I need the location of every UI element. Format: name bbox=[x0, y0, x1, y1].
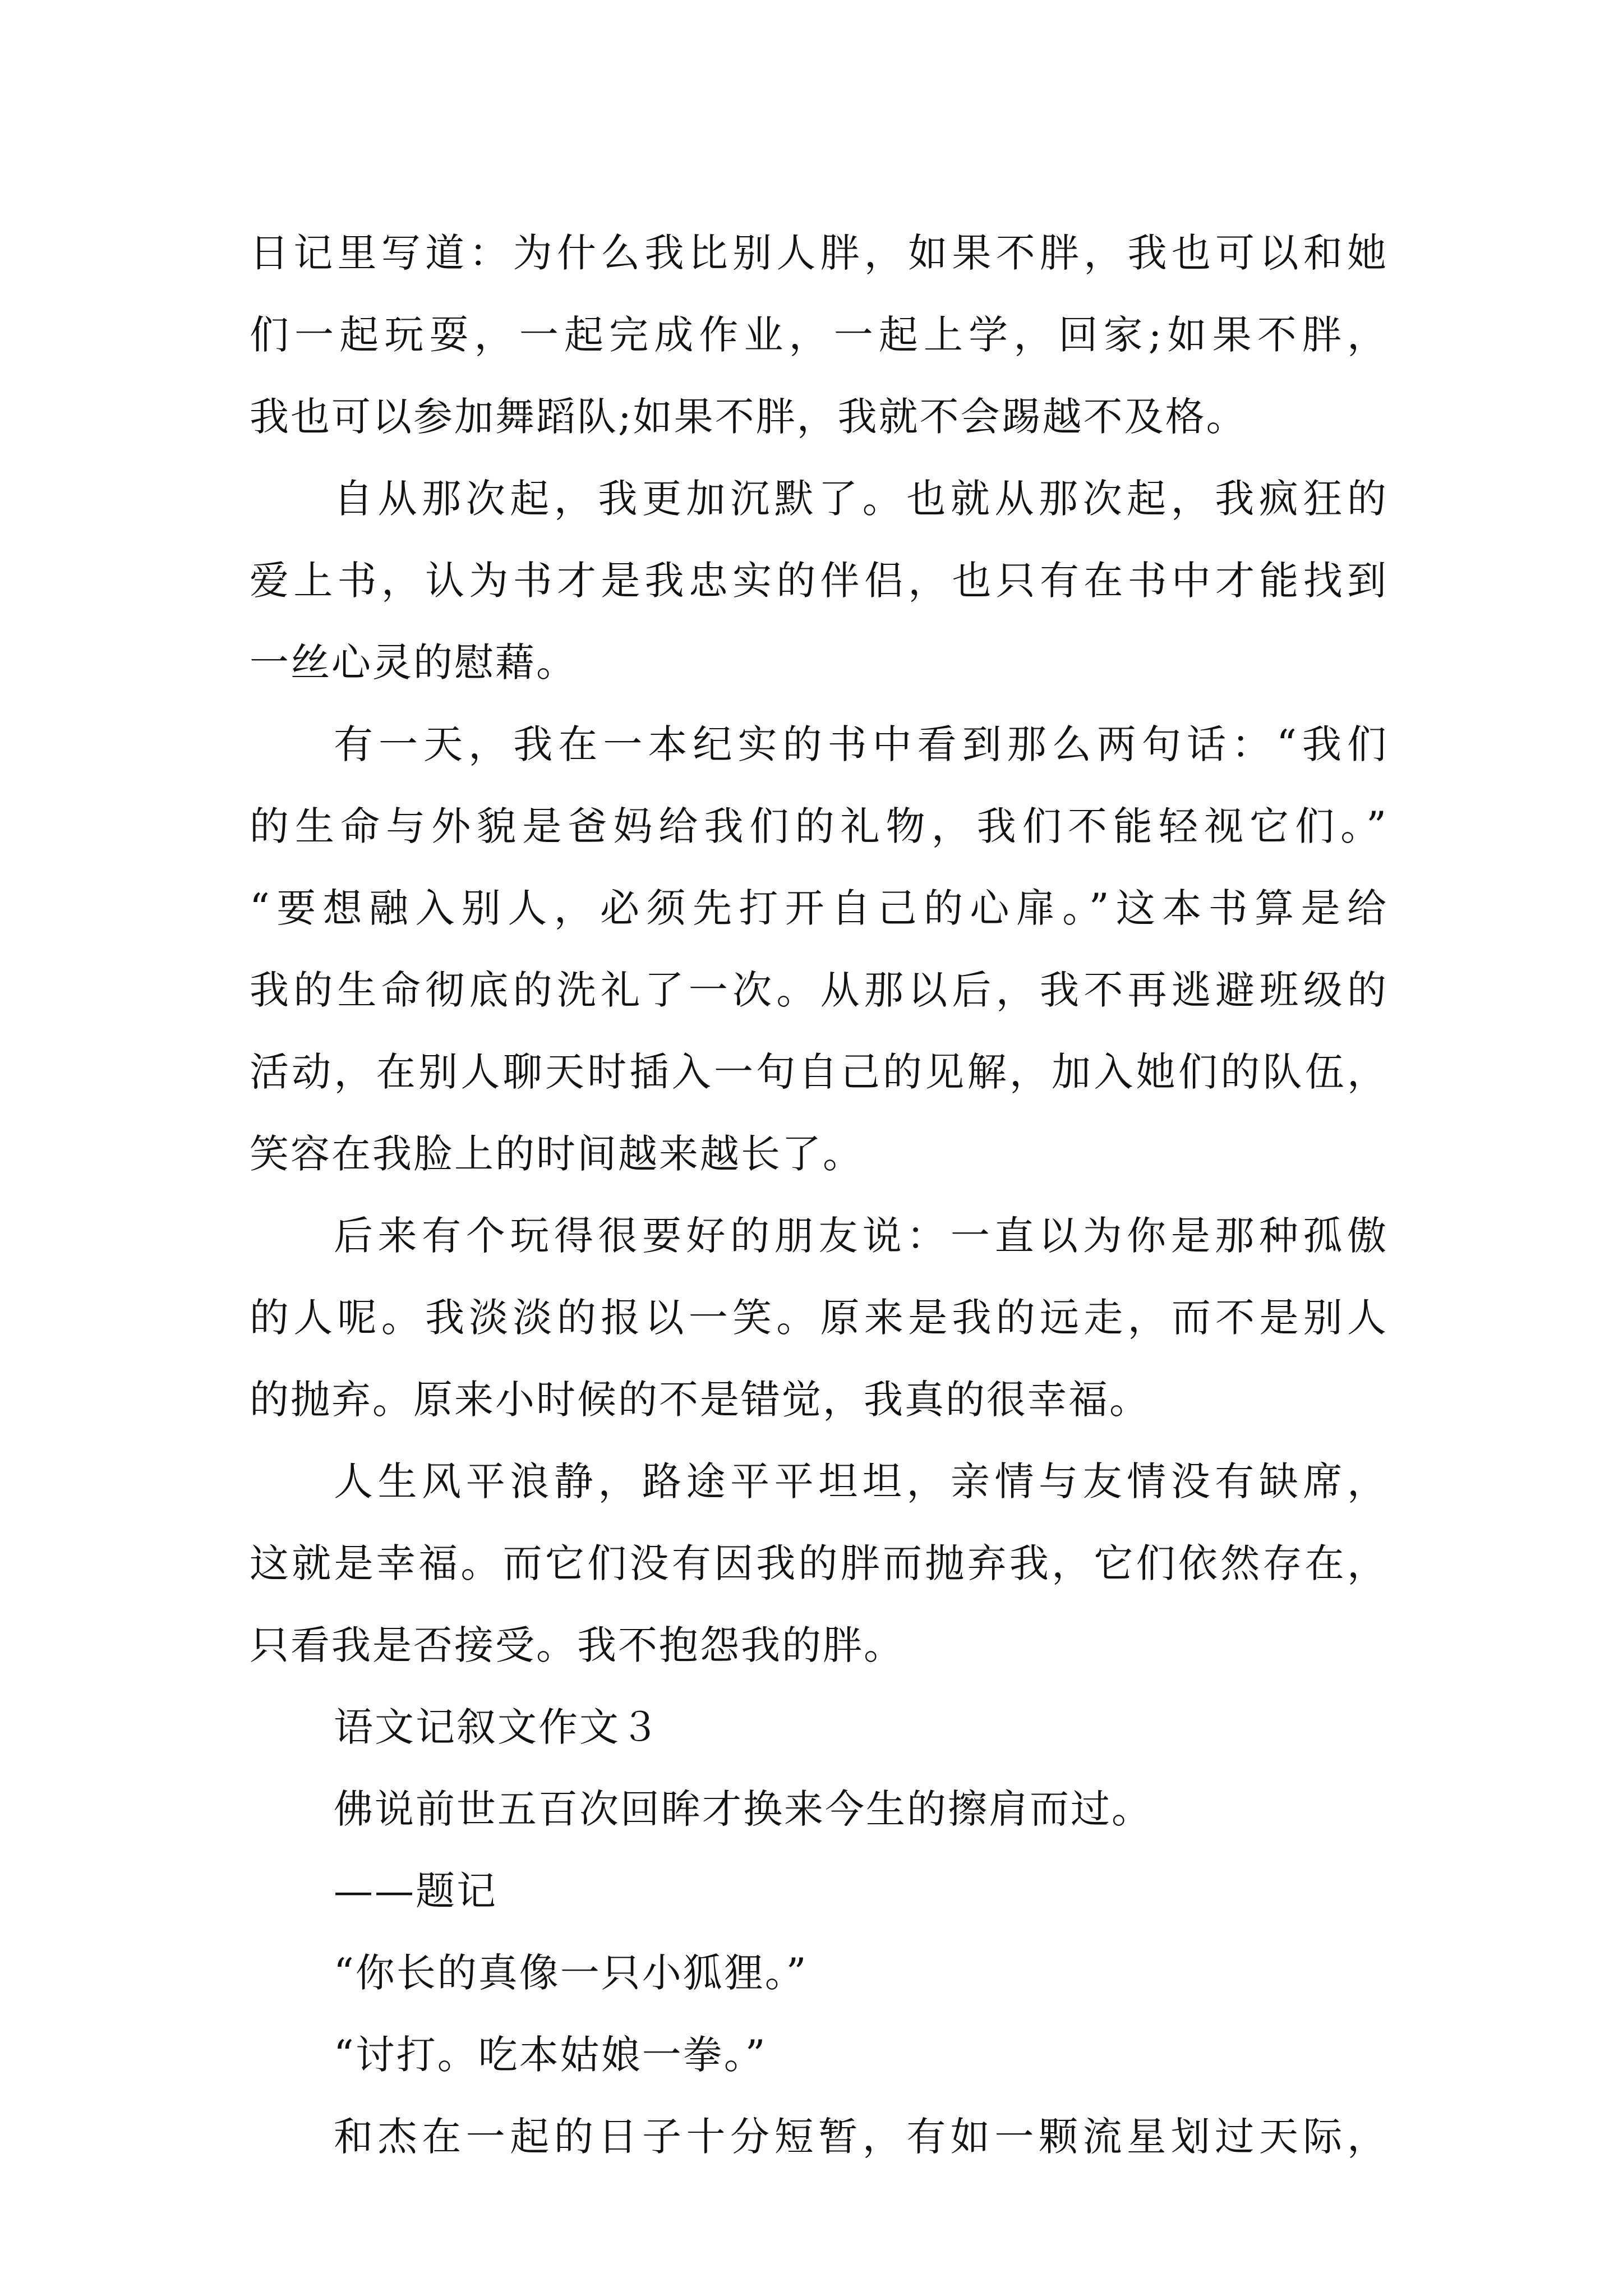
text-line: 爱上书，认为书才是我忠实的伴侣，也只有在书中才能找到 bbox=[250, 558, 1388, 604]
dialogue-line: “讨打。吃本姑娘一拳。” bbox=[334, 2032, 767, 2078]
text-line: 和杰在一起的日子十分短暂，有如一颗流星划过天际， bbox=[334, 2114, 1388, 2160]
epigraph-attribution: ——题记 bbox=[334, 1868, 497, 1914]
text-line: 人生风平浪静，路途平平坦坦，亲情与友情没有缺席， bbox=[334, 1458, 1388, 1504]
text-line: 的生命与外貌是爸妈给我们的礼物，我们不能轻视它们。” bbox=[250, 803, 1388, 849]
text-line: 的人呢。我淡淡的报以一笑。原来是我的远走，而不是别人 bbox=[250, 1295, 1388, 1341]
text-line: “要想融入别人，必须先打开自己的心扉。”这本书算是给 bbox=[250, 885, 1388, 931]
text-line: 们一起玩耍，一起完成作业，一起上学，回家;如果不胖， bbox=[250, 312, 1388, 358]
essay-text bbox=[250, 212, 1388, 2178]
section-heading: 语文记叙文作文３ bbox=[334, 1704, 661, 1750]
dialogue-line: “你长的真像一只小狐狸。” bbox=[334, 1950, 808, 1996]
text-line: 的抛弃。原来小时候的不是错觉，我真的很幸福。 bbox=[250, 1377, 1150, 1423]
text-line: 我的生命彻底的洗礼了一次。从那以后，我不再逃避班级的 bbox=[250, 967, 1388, 1013]
text-line: 活动，在别人聊天时插入一句自己的见解，加入她们的队伍， bbox=[250, 1049, 1388, 1095]
text-line: 后来有个玩得很要好的朋友说：一直以为你是那种孤傲 bbox=[334, 1213, 1388, 1259]
text-line: 只看我是否接受。我不抱怨我的胖。 bbox=[250, 1622, 905, 1668]
text-line: 一丝心灵的慰藉。 bbox=[250, 639, 577, 685]
text-line: 我也可以参加舞蹈队;如果不胖，我就不会踢越不及格。 bbox=[250, 394, 1247, 440]
text-line: 佛说前世五百次回眸才换来今生的擦肩而过。 bbox=[334, 1786, 1152, 1832]
text-line: 这就是幸福。而它们没有因我的胖而抛弃我，它们依然存在， bbox=[250, 1540, 1388, 1586]
text-line: 自从那次起，我更加沉默了。也就从那次起，我疯狂的 bbox=[334, 476, 1388, 522]
text-line: 有一天，我在一本纪实的书中看到那么两句话：“我们 bbox=[334, 721, 1388, 767]
text-line: 笑容在我脸上的时间越来越长了。 bbox=[250, 1131, 864, 1177]
text-line: 日记里写道：为什么我比别人胖，如果不胖，我也可以和她 bbox=[250, 230, 1388, 276]
